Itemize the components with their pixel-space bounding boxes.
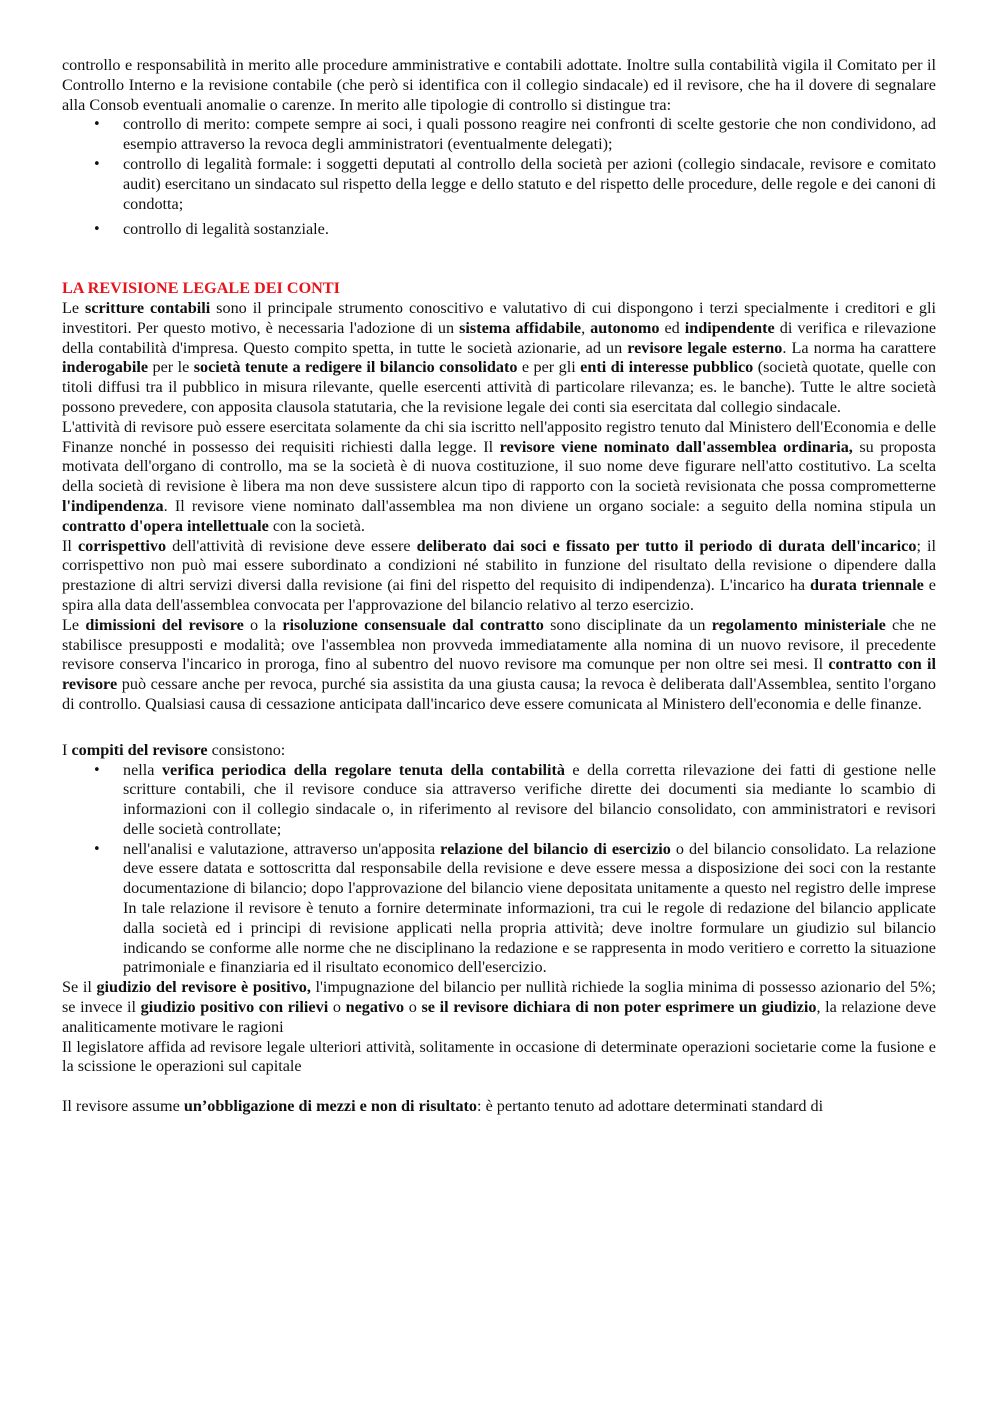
bold-text: corrispettivo <box>77 536 167 555</box>
paragraph-giudizio: Se il giudizio del revisore è positivo, l'impugnazione del bilancio per nullità richiede la soglia minima di possesso azionario del 5%; se invece il giudizio positivo con rilievi o negativo o se il revisore dichiara di non poter esprimere un giudizio, la relazione deve analiticamente motivare le ragioni <box>62 978 937 1036</box>
section-heading: LA REVISIONE LEGALE DEI CONTI <box>62 279 340 298</box>
bold-text: giudizio positivo con rilievi <box>140 998 329 1017</box>
bold-text: società tenute a redigere il bilancio consolidato <box>193 358 518 377</box>
bold-text: compiti del revisore <box>71 740 208 759</box>
bold-text: sistema affidabile <box>459 318 582 337</box>
paragraph-compiti-intro: I compiti del revisore consistono: <box>62 740 286 759</box>
list-item: • controllo di legalità sostanziale. <box>123 220 936 240</box>
bold-text: autonomo <box>590 318 660 337</box>
bold-text: deliberato dai soci e fissato per tutto il periodo di durata dell'incarico <box>416 536 917 555</box>
document-page <box>62 56 936 1117</box>
bold-text: negativo <box>345 998 405 1017</box>
intro-paragraph: controllo e responsabilità in merito alle procedure amministrative e contabili adottate. Inoltre sulla contabilità vigila il Comitato per il Controllo Interno e la revisione contabile (che però si identifica con il collegio sindacale) ed il revisore, che ha il dovere di segnalare alla Consob eventuali anomalie o carenze. In merito alle tipologie di controllo si distingue tra: <box>62 56 936 114</box>
paragraph-obbligazione: Il revisore assume un’obbligazione di mezzi e non di risultato: è pertanto tenuto ad adottare determinati standard di <box>62 1097 824 1116</box>
bold-text: scritture contabili <box>85 298 211 317</box>
compiti-list <box>62 761 936 979</box>
list-item: • nella verifica periodica della regolare tenuta della contabilità e della corretta rilevazione dei fatti di gestione nelle scritture contabili, che il revisore conduce sia attraverso verifiche dirette dei documenti sia mediante lo scambio di informazioni con il collegio sindacale o, in riferimento al revisore del bilancio consolidato, con amministratori e revisori delle società controllate; <box>123 761 936 840</box>
list-item: • controllo di legalità formale: i soggetti deputati al controllo della società per azioni (collegio sindacale, revisore e comitato audit) esercitano un sindacato sul rispetto della legge e dello statuto e del rispetto delle procedure, delle regole e dei canoni di condotta; <box>123 155 936 214</box>
paragraph-attivita-revisore: L'attività di revisore può essere esercitata solamente da chi sia iscritto nell'apposito registro tenuto dal Ministero dell'Economia e delle Finanze nonché in possesso dei requisiti richiesti dalla legge. Il revisore viene nominato dall'assemblea ordinaria, su proposta motivata dell'organo di controllo, ma se la società è di nuova costituzione, il suo nome deve figurare nell'atto costitutivo. La scelta della società di revisione è libera ma non deve sussistere alcun tipo di rapporto con la società revisionata che possa comprometterne l'indipendenza. Il revisore viene nominato dall'assemblea ma non diviene un organo sociale: a seguito della nomina stipula un contratto d'opera intellettuale con la società. <box>62 417 936 535</box>
bold-text: verifica periodica della regolare tenuta della contabilità <box>161 760 565 779</box>
bold-text: indipendente <box>684 318 775 337</box>
bold-text: contratto d'opera intellettuale <box>62 516 269 535</box>
paragraph-scritture: Le scritture contabili sono il principale strumento conoscitivo e valutativo di cui dispongono i terzi specialmente i creditori e gli investitori. Per questo motivo, è necessaria l'adozione di un sistema affidabile, autonomo ed indipendente di verifica e rilevazione della contabilità d'impresa. Questo compito spetta, in tutte le società azionarie, ad un revisore legale esterno. La norma ha carattere inderogabile per le società tenute a redigere il bilancio consolidato e per gli enti di interesse pubblico (società quotate, quelle con titoli diffusi tra il pubblico in misura rilevante, quelle esercenti attività di particolare rilevanza; es. le banche). Tutte le altre società possono prevedere, con apposita clausola statutaria, che la revisione legale dei conti sia esercitata dal collegio sindacale. <box>62 298 937 416</box>
bold-text: contratto con il revisore <box>62 655 937 694</box>
control-types-list <box>62 115 936 240</box>
bold-text: durata triennale <box>810 576 924 595</box>
bold-text: un’obbligazione di mezzi e non di risultato <box>183 1097 478 1116</box>
bold-text: inderogabile <box>62 358 149 377</box>
bold-text: relazione del bilancio di esercizio <box>440 839 671 858</box>
bold-text: enti di interesse pubblico <box>580 358 754 377</box>
bold-text: giudizio del revisore è positivo, <box>96 978 311 997</box>
paragraph-corrispettivo: Il corrispettivo dell'attività di revisione deve essere deliberato dai soci e fissato per tutto il periodo di durata dell'incarico; il corrispettivo non può mai essere subordinato a condizioni né stabilito in funzione del risultato della revisione o dipendere dalla prestazione di altri servizi diversi dalla revisione (ai fini del rispetto del requisito di indipendenza). L'incarico ha durata triennale e spira alla data dell'assemblea convocata per l'approvazione del bilancio relativo al terzo esercizio. <box>62 536 936 614</box>
bold-text: l'indipendenza <box>62 496 164 515</box>
paragraph-ulteriori-attivita: Il legislatore affida ad revisore legale ulteriori attività, solitamente in occasione di determinate operazioni societarie come la fusione e la scissione le operazioni sul capitale <box>62 1037 936 1076</box>
list-item: • nell'analisi e valutazione, attraverso un'apposita relazione del bilancio di esercizio o del bilancio consolidato. La relazione deve essere datata e sottoscritta dal responsabile della revisione e deve essere messa a disposizione dei soci con la restante documentazione di bilancio; dopo l'approvazione del bilancio viene depositata unitamente a questo nel registro delle imprese In tale relazione il revisore è tenuto a fornire determinate informazioni, tra cui le regole di redazione del bilancio applicate dalla società ed i principi di revisione applicati nella propria attività; deve inoltre formulare un giudizio sul bilancio indicando se conforme alle norme che ne disciplinano la redazione e se rappresenta in modo veritiero e corretto la situazione patrimoniale e finanziaria ed il risultato economico dell'esercizio. <box>123 840 936 979</box>
paragraph-dimissioni: Le dimissioni del revisore o la risoluzione consensuale dal contratto sono disciplinate da un regolamento ministeriale che ne stabilisce presupposti e modalità; ove l'assemblea non provveda immediatamente alla nomina di un nuovo revisore, il precedente revisore conserva l'incarico in proroga, fino al subentro del nuovo revisore ma comunque per non oltre sei mesi. Il contratto con il revisore può cessare anche per revoca, purché sia assistita da una giusta causa; la revoca è deliberata dall'Assemblea, sentito l'organo di controllo. Qualsiasi causa di cessazione anticipata dall'incarico deve essere comunicata al Ministero dell'economia e delle finanze. <box>62 615 937 713</box>
bold-text: revisore viene nominato dall'assemblea ordinaria, <box>499 437 853 456</box>
bold-text: risoluzione consensuale dal contratto <box>282 615 544 634</box>
bold-text: revisore legale esterno <box>627 338 783 357</box>
bold-text: dimissioni del revisore <box>85 615 244 634</box>
bold-text: regolamento ministeriale <box>711 615 886 634</box>
list-item: • controllo di merito: compete sempre ai soci, i quali possono reagire nei confronti di scelte gestorie che non condividono, ad esempio attraverso la revoca degli amministratori (eventualmente delegati); <box>123 115 936 155</box>
bold-text: se il revisore dichiara di non poter esprimere un giudizio <box>421 998 817 1017</box>
